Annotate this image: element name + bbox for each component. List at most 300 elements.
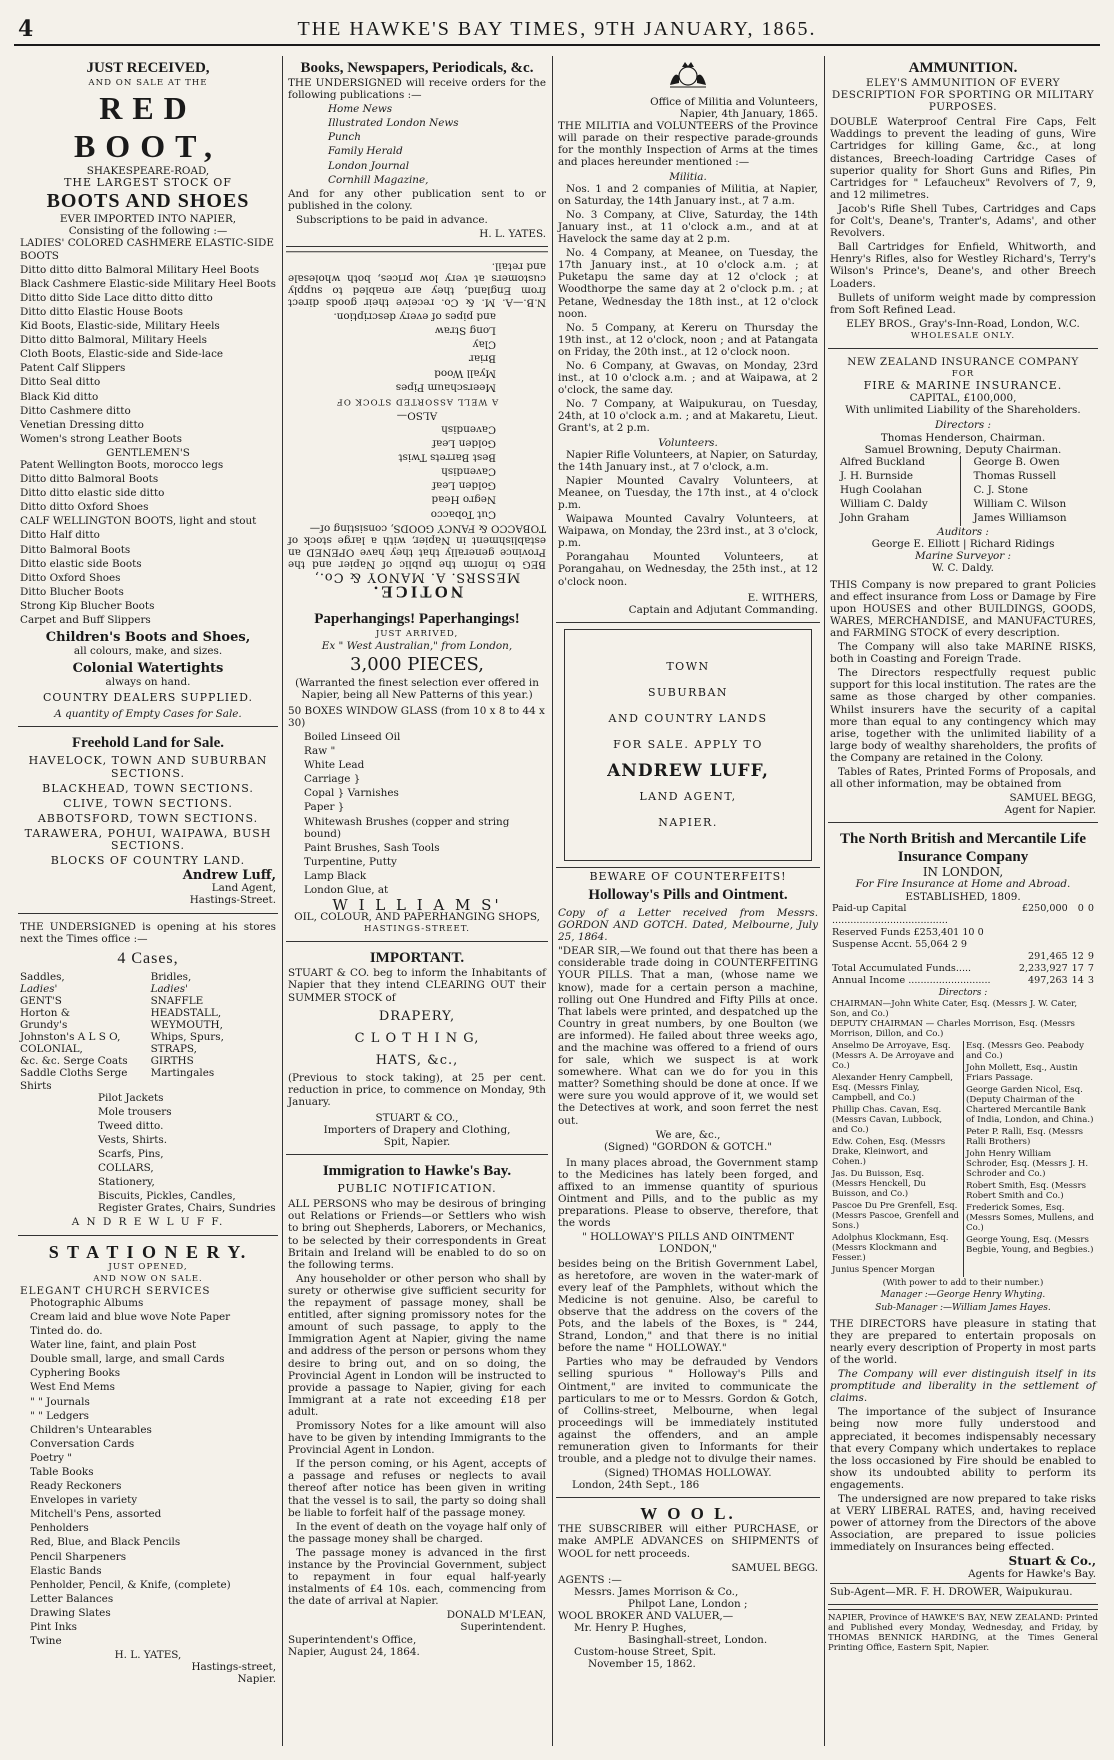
list-item: Penholder, Pencil, & Knife, (complete): [30, 1578, 231, 1591]
grid-cell: Ladies': [150, 982, 188, 995]
ad-line: Custom-house Street, Spit.: [574, 1646, 717, 1659]
list-item: Myall Wood: [434, 366, 496, 379]
list-item: Paper }: [304, 801, 345, 814]
column-3: [556, 56, 820, 1746]
list-item: Elastic Bands: [30, 1564, 102, 1577]
ad-subline: WHOLESALE ONLY.: [910, 330, 1016, 341]
ad-office: Office of Militia and Volunteers,: [650, 96, 818, 108]
list-item: Ditto Half ditto: [20, 529, 100, 542]
list-item: George B. Owen: [973, 455, 1060, 468]
column-4: [828, 56, 1098, 1746]
list-item: John Henry William Schroder, Esq. (Messrs J. H. Schroder and Co.): [966, 1149, 1089, 1180]
ad-subheading: Marine Surveyor :: [915, 550, 1011, 563]
ad-body: (Warranted the finest selection ever offered in Napier, being all New Patterns of this year.): [295, 676, 539, 701]
table-row: [830, 903, 1096, 927]
list-item: Illustrated London News: [328, 117, 459, 130]
list-item: Vests, Shirts.: [98, 1133, 168, 1146]
list-item: Ditto Seal ditto: [20, 376, 101, 389]
list-item: Water line, faint, and plain Post: [30, 1339, 197, 1352]
list-item: John Mollett, Esq., Austin Friars Passage.: [966, 1063, 1078, 1084]
grid-cell: SNAFFLE: [150, 994, 204, 1007]
list-item: Ditto ditto Side Lace ditto ditto ditto: [20, 291, 213, 304]
list-item: Peter P. Ralli, Esq. (Messrs Ralli Brothers): [966, 1127, 1084, 1148]
ad-subheading: Militia.: [669, 170, 707, 183]
ad-paragraph: The Directors respectfully request public support for this local institution. The rates are the same as those charged by other companies. Whilst insurers have the security of a capital more than equal to any contingency which may arise, together with the unlimited liability of a large body of wealthy shareholders, the profits of the Company are retained in the Colony.: [830, 667, 1096, 764]
ad-paragraph: " HOLLOWAY'S PILLS AND OINTMENT LONDON,": [582, 1231, 794, 1256]
grid-cell: GIRTHS: [150, 1055, 194, 1068]
grid-cell: Martingales: [150, 1067, 215, 1080]
list-item: Cavendish: [441, 465, 496, 478]
red-boot-name: RED BOOT,: [73, 90, 223, 165]
list-item: Black Kid ditto: [20, 390, 99, 403]
ad-body: N.B.—A. M. & Co. receive their goods direct from England, they are enabled to supply customers at very low prices, both wholesale and retail.: [288, 260, 546, 309]
list-item: William C. Wilson: [973, 498, 1067, 510]
table-cell: Suspense Accnt. 55,064 2 9: [832, 938, 968, 950]
table-cell: [830, 951, 1017, 963]
list-item: Golden Leaf: [432, 479, 496, 492]
list-item: George Young, Esq. (Messrs Begbie, Young, and Begbies.): [966, 1235, 1094, 1256]
list-item: Ditto Cashmere ditto: [20, 404, 131, 417]
ad-signer: H. L. YATES,: [114, 1649, 182, 1662]
column-rule: [552, 56, 553, 1746]
list-item: Venetian Dressing ditto: [20, 418, 144, 431]
ad-subline: BEWARE OF COUNTERFEITS!: [589, 869, 787, 883]
ad-paragraph: Porangahau Mounted Volunteers, at Porangahau, on Wednesday, the 25th inst., at 12 o'clock noon.: [558, 551, 818, 588]
ad-paragraph: In many places abroad, the Government stamp to the Medicines has lately been forged, and affixed to an immense quantity of spurious Ointment and Pills, and to the public as my preparations. Please to observe, therefore, that the words: [558, 1156, 818, 1230]
ad-signer: SAMUEL BEGG.: [731, 1561, 818, 1574]
ad-line: Thomas Henderson, Chairman.: [880, 431, 1046, 444]
ad-subheading: GENTLEMEN'S: [106, 446, 190, 459]
ad-paragraph: Tables of Rates, Printed Forms of Proposals, and all other information, may be obtained from: [830, 765, 1096, 791]
ad-line: Messrs. James Morrison & Co.,: [574, 1585, 739, 1598]
table-cell: 14: [1071, 975, 1084, 987]
box-line: SUBURBAN: [647, 685, 729, 699]
ad-heading: NOTICE.: [370, 582, 464, 602]
ad-feature: 3,000 PIECES,: [350, 653, 484, 675]
table-cell: [1070, 939, 1086, 951]
ad-body: THE UNDERSIGNED will receive orders for the following publications :—: [288, 77, 546, 102]
table-row: [830, 939, 1096, 951]
grid-cell: GENT'S: [20, 994, 62, 1007]
table-cell: [1017, 939, 1070, 951]
list-item: Best Barrets Twist: [398, 451, 496, 464]
grid-cell: COLONIAL,: [20, 1043, 83, 1056]
list-item: Whitewash Brushes (copper and string bound): [304, 815, 510, 840]
ad-paragraph: Nos. 1 and 2 companies of Militia, at Napier, on Saturday, the 14th January inst., at 7 a.m.: [558, 182, 818, 207]
list-item: Meerschaum Pipes: [395, 381, 496, 394]
list-item: J. H. Burnside: [840, 469, 914, 482]
list-item: Stationery,: [98, 1176, 155, 1189]
table-cell: 497,263: [1027, 975, 1068, 987]
list-item: Poetry ": [30, 1451, 73, 1464]
ad-line: Ex " West Australian," from London,: [321, 640, 513, 653]
grid-cell: Saddle Cloths Serge Shirts: [20, 1067, 128, 1092]
list-item: Patent Wellington Boots, morocco legs: [20, 458, 224, 471]
newspaper-title: THE HAWKE'S BAY TIMES, 9TH JANUARY, 1865.: [297, 18, 817, 40]
ad-signer: STUART & CO.,: [375, 1111, 459, 1124]
table-cell: £250,000: [1021, 902, 1068, 914]
table-cell: Paid-up Capital ......................................: [832, 902, 948, 926]
list-item: Alexander Henry Campbell, Esq. (Messrs Finlay, Campbell, and Co.): [832, 1073, 953, 1104]
ad-date: Napier, August 24, 1864.: [288, 1645, 420, 1658]
list-item: Boiled Linseed Oil: [304, 730, 401, 743]
ad-line: TARAWERA, POHUI, WAIPAWA, BUSH SECTIONS.: [24, 826, 272, 853]
table-cell: 291,465: [1027, 951, 1068, 962]
list-item: Punch: [328, 131, 361, 144]
ad-paragraph: "DEAR SIR,—We found out that there has been a considerable trade doing in COUNTERFEITING YOUR PILLS. That a man, (whose name we know), made for a certain person a machine, rolling out One Hundred and Fifty Pills at once. That labels were printed, and despatched up the Country in great numbers, by one Boulton (we are informed). He failed about three weeks ago, and the machine was offered to a friend of ours for sale, which we suspect is at work somewhere. What can we do for you in this matter? Something should be done at once. If we were sure you would approve of it, we would set the Detectives at work, and soon ferret the nest out.: [558, 945, 818, 1127]
ad-paragraph: The undersigned are now prepared to take risks at VERY LIBERAL RATES, and, having received power of attorney from the Directors of the above Association, are prepared to issue policies immediately on Insurances being effected.: [830, 1492, 1096, 1554]
ad-feature: DRAPERY,: [378, 1008, 456, 1024]
box-line: LAND AGENT,: [639, 789, 737, 803]
column-rule: [282, 56, 283, 1746]
ad-heading: NEW ZEALAND INSURANCE COMPANY: [847, 355, 1079, 368]
list-item: Phillip Chas. Cavan, Esq. (Messrs Cavan, Lubbock, and Co.): [832, 1105, 943, 1136]
ad-line: Basinghall-street, London.: [628, 1634, 768, 1647]
freehold-land-ad: [18, 731, 278, 913]
list-item: and pipes of every description.: [333, 310, 496, 323]
ad-lead: ELEGANT CHURCH SERVICES: [20, 1284, 211, 1297]
ad-signer-role: Agent for Napier.: [1004, 804, 1096, 817]
list-item: Cut Tobacco: [430, 507, 496, 520]
ammunition-ad: [828, 56, 1098, 349]
grid-cell: &c. &c. Serge Coats: [20, 1055, 128, 1068]
printer-imprint: NAPIER, Province of HAWKE'S BAY, NEW ZEALAND: Printed and Published every Monday, Wednesday, and Friday, by THOMAS BENNICK HARDING, at the Times General Printing Office, Eastern Spit, Napier.: [828, 1609, 1098, 1653]
ad-line: Mr. Henry P. Hughes,: [574, 1622, 687, 1635]
ad-signer-address: Spit, Napier.: [383, 1136, 451, 1149]
ad-subline: ELEY'S AMMUNITION OF EVERY DESCRIPTION FOR SPORTING OR MILITARY PURPOSES.: [831, 77, 1095, 114]
ad-subheading: Auditors :: [937, 526, 989, 539]
stationery-ad: [18, 1240, 278, 1692]
list-item: Kid Boots, Elastic-side, Military Heels: [20, 320, 220, 333]
ad-date: Napier, 4th January, 1865.: [679, 108, 818, 121]
table-row: [830, 963, 1096, 975]
table-cell: Annual Income ...........................: [832, 975, 991, 987]
ad-line: Philpot Lane, London ;: [628, 1597, 748, 1610]
capital-table: [830, 903, 1096, 988]
ad-paragraph: The passage money is advanced in the first instance by the Provincial Government, subject to repayment in four equal half-yearly instalments of £4 10s. each, commencing from the date of arrival at Napier.: [288, 1546, 546, 1608]
list-item: Edw. Cohen, Esq. (Messrs Drake, Kleinwort, and Cohen.): [832, 1137, 946, 1168]
box-line: TOWN: [666, 659, 710, 673]
ad-date: November 15, 1862.: [588, 1658, 696, 1671]
ad-signer: Andrew Luff,: [182, 868, 276, 884]
important-ad: [286, 946, 548, 1155]
list-item: Ditto Oxford Shoes: [20, 571, 121, 584]
ad-line: ABBOTSFORD, TOWN SECTIONS.: [37, 811, 259, 825]
ad-signer-role: Captain and Adjutant Commanding.: [628, 603, 818, 616]
ad-signer: (Signed) THOMAS HOLLOWAY.: [604, 1467, 772, 1480]
list-item: Raw ": [304, 745, 336, 758]
ad-body: Copy of a Letter received from Messrs. GORDON AND GOTCH. Dated, Melbourne, July 25, 1864.: [558, 906, 818, 944]
stationery-list: [20, 1297, 276, 1647]
list-item: Adolphus Klockmann, Esq. (Messrs Klockmann and Fesser.): [832, 1233, 949, 1264]
ad-paragraph: No. 6 Company, at Gwavas, on Monday, 23rd inst., at 10 o'clock a.m. ; and at Waipawa, at 2 o'clock, the same day.: [558, 359, 818, 397]
list-item: Cornhill Magazine,: [328, 173, 429, 186]
ad-feature: HATS, &c.,: [375, 1052, 459, 1068]
list-item: Clay: [472, 338, 496, 351]
list-item: Envelopes in variety: [30, 1494, 138, 1507]
list-item: Ditto ditto Balmoral Boots: [20, 473, 159, 486]
list-item: Tinted do. do.: [30, 1325, 103, 1338]
ad-office: Superintendent's Office,: [288, 1633, 417, 1646]
ad-line: all colours, make, and sizes.: [73, 645, 223, 658]
ad-feature: BOOTS AND SHOES: [46, 190, 250, 213]
manoy-notice-upside-down: [286, 251, 548, 603]
ad-line: FIRE & MARINE INSURANCE.: [863, 379, 1063, 393]
ad-signer-role: Land Agent,: [211, 882, 276, 895]
list-item: ALSO—: [396, 409, 438, 422]
ad-paragraph: Jacob's Rifle Shell Tubes, Cartridges and Caps for Colt's, Deane's, Tranter's, Adams', and other Revolvers.: [830, 202, 1096, 240]
ad-line: WOOL BROKER AND VALUER,—: [558, 1610, 734, 1622]
masthead: [14, 14, 1100, 46]
ad-signer: SAMUEL BEGG,: [1009, 792, 1096, 805]
grid-cell: Grundy's: [20, 1019, 68, 1032]
ad-lead: 50 BOXES WINDOW GLASS (from 10 x 8 to 44 x 30): [288, 704, 545, 729]
table-cell: 0: [1077, 902, 1084, 914]
table-cell: 9: [1087, 951, 1094, 962]
ad-line: CHAIRMAN—John White Cater, Esq. (Messrs J. W. Cater, Son, and Co.): [830, 999, 1078, 1020]
nz-insurance-ad: [828, 353, 1098, 823]
ad-line: COUNTRY DEALERS SUPPLIED.: [42, 691, 254, 705]
ad-paragraph: No. 4 Company, at Meanee, on Tuesday, the 17th January inst., at 10 o'clock a.m. ; at Puketapu the same day at 12 o'clock ; at Woodthorpe the same day at 2 o'clock p.m. ; at Petane, Wednesday the 18th inst., at 12 o'clock noon.: [558, 247, 818, 320]
box-name: ANDREW LUFF,: [607, 760, 769, 781]
list-item: Strong Kip Blucher Boots: [20, 599, 155, 612]
ad-subline: FOR: [951, 369, 975, 380]
ad-line: BLACKHEAD, TOWN SECTIONS.: [42, 781, 254, 795]
ad-heading: Freehold Land for Sale.: [72, 735, 224, 752]
table-cell: 0: [1087, 902, 1094, 914]
boots-list-2: [20, 459, 276, 626]
ad-subline: HASTINGS-STREET.: [363, 924, 471, 935]
list-item: Ditto ditto ditto Balmoral Military Heel Boots: [20, 263, 260, 276]
list-item: Double small, large, and small Cards: [30, 1353, 225, 1366]
immigration-ad: [286, 1159, 548, 1664]
ad-line: HAVELOCK, TOWN AND SUBURBAN SECTIONS.: [28, 754, 268, 780]
box-line: NAPIER.: [658, 815, 718, 829]
saddlery-list: [20, 1092, 276, 1215]
ad-line: Samuel Browning, Deputy Chairman.: [864, 443, 1062, 456]
ad-subheading: Directors :: [934, 419, 992, 432]
list-item: " " Ledgers: [30, 1409, 89, 1422]
ad-subheading: Directors :: [938, 988, 988, 999]
ad-signer: (Signed) "GORDON & GOTCH.": [603, 1140, 773, 1153]
nz-directors: [830, 456, 1096, 526]
list-item: Esq. (Messrs Geo. Peabody and Co.): [966, 1041, 1085, 1062]
list-item: Golden Leaf: [432, 437, 496, 450]
ad-body: THE MILITIA and VOLUNTEERS of the Province will parade on their respective parade-grounds for the monthly Inspection of Arms at the times and places hereunder mentioned :—: [558, 120, 818, 169]
list-item: Paint Brushes, Sash Tools: [304, 841, 440, 854]
militia-notice: [556, 56, 820, 623]
ad-firm: W I L L I A M S': [332, 896, 502, 915]
ad-subline: JUST ARRIVED,: [375, 629, 459, 640]
list-item: Ready Reckoners: [30, 1480, 122, 1493]
ad-paragraph: Promissory Notes for a like amount will also have to be given by intending Immigrants to the Provincial Agent in London.: [288, 1419, 546, 1457]
ad-subline: AND NOW ON SALE.: [93, 1273, 203, 1284]
box-line: FOR SALE. APPLY TO: [613, 737, 763, 751]
list-item: Red, Blue, and Black Pencils: [30, 1536, 181, 1549]
list-item: Letter Balances: [30, 1592, 114, 1605]
ad-subheading: Children's Boots and Shoes,: [45, 630, 251, 646]
list-item: Photographic Albums: [30, 1296, 144, 1309]
list-item: Ditto ditto Oxford Shoes: [20, 501, 149, 514]
ad-line: We are, &c.,: [655, 1128, 721, 1141]
ad-line: A quantity of Empty Cases for Sale.: [54, 708, 242, 721]
list-item: Pencil Sharpeners: [30, 1550, 127, 1563]
ad-heading: Holloway's Pills and Ointment.: [588, 886, 788, 903]
ad-line: CLIVE, TOWN SECTIONS.: [63, 796, 233, 810]
ad-paragraph: THIS Company is now prepared to grant Policies and effect insurance from Loss or Damage by Fire upon HOUSES and other BUILDINGS, GOODS, WARES, MERCHANDISE, and MANUFACTURES, and FARMING STOCK of every description.: [830, 578, 1096, 639]
ad-line: Manager :—George Henry Whyting.: [880, 1290, 1046, 1301]
ad-line: (With power to add to their number.): [882, 1278, 1044, 1289]
list-item: Pint Inks: [30, 1621, 77, 1633]
ad-paragraph: No. 5 Company, at Kereru on Thursday the 19th inst., at 12 o'clock, noon ; and at Patangata on Friday, the 20th inst., at 12 o'clock noon.: [558, 321, 818, 358]
table-row: [830, 927, 1096, 939]
luff-lands-box: [564, 629, 812, 861]
table-cell: 12: [1071, 951, 1084, 962]
ad-signer: A N D R E W L U F F.: [71, 1216, 225, 1229]
ad-paragraph: Any householder or other person who shall by surety or otherwise give sufficient security for the repayment of passage money, shall be entitled, after signing promissory notes for the amount of such passage, to apply to the Immigration Agent at Napier, giving the name and address of the person or persons whom they desire to bring out, and on so doing, the Provincial Agent in London will be instructed to provide a passage to Napier, giving for each Immigrant at a rate not exceeding £18 per adult.: [288, 1272, 546, 1418]
grid-cell: Ladies': [20, 982, 58, 995]
column-1: [18, 56, 278, 1746]
list-item: Tweed ditto.: [98, 1119, 164, 1132]
list-item: Cavendish: [441, 423, 496, 436]
list-item: Children's Untearables: [30, 1423, 152, 1436]
list-item: Anselmo De Arroyave, Esq. (Messrs A. De Arroyave and Co.): [832, 1041, 955, 1072]
books-ad: [286, 56, 548, 247]
table-cell: 3: [1087, 975, 1094, 987]
ad-paragraph: The Company will also take MARINE RISKS, both in Coasting and Foreign Trade.: [830, 641, 1096, 666]
paperhangings-ad: [286, 607, 548, 942]
list-item: London Glue, at: [304, 883, 389, 896]
ad-line: OIL, COLOUR, AND PAPERHANGING SHOPS,: [294, 911, 540, 924]
list-item: James Williamson: [973, 512, 1067, 525]
north-british-directors: [830, 1041, 1096, 1277]
table-cell: 7: [1087, 963, 1094, 975]
list-item: C. J. Stone: [973, 483, 1029, 496]
list-item: Women's strong Leather Boots: [20, 432, 182, 445]
list-item: Ditto Blucher Boots: [20, 585, 124, 598]
table-row: [830, 951, 1096, 963]
ad-paragraph: No. 7 Company, at Waipukurau, on Tuesday, 24th, at 10 o'clock a.m. ; and at Makaretu, Lieut. Grant's, at 2 p.m.: [558, 398, 818, 435]
list-item: Cyphering Books: [30, 1367, 121, 1380]
page-number: 4: [18, 16, 34, 42]
list-item: Cloth Boots, Elastic-side and Side-lace: [20, 348, 224, 361]
ad-heading: W O O L.: [640, 1504, 736, 1524]
grid-cell: STRAPS,: [150, 1043, 197, 1056]
ad-heading: AMMUNITION.: [908, 60, 1018, 76]
ad-paragraph: No. 3 Company, at Clive, Saturday, the 14th January inst., at 11 o'clock a.m., and at at Havelock the same day at 2 p.m.: [558, 208, 818, 246]
ad-paragraph: ALL PERSONS who may be desirous of bringing out Relations or Friends—or Settlers who wish to bring out Shepherds, Laborers, or Mechanics, to be selected by their correspondents in Great Britain and Ireland will be enabled to do so on the following terms.: [288, 1198, 546, 1271]
column-2: [286, 56, 548, 1746]
ad-paragraph: THE DIRECTORS have pleasure in stating that they are prepared to entertain proposals on nearly every description of Property in most parts of the world.: [830, 1317, 1096, 1366]
list-item: Copal } Varnishes: [304, 787, 399, 800]
ad-firm: MESSRS. A. MANOY & Co.,: [313, 569, 521, 585]
list-item: CALF WELLINGTON BOOTS, light and stout: [20, 515, 257, 528]
ad-heading: S T A T I O N E R Y.: [48, 1241, 248, 1262]
saddlery-ad: [18, 918, 278, 1236]
ad-subheading: AGENTS :—: [558, 1573, 622, 1586]
wool-ad: [556, 1502, 820, 1676]
list-item: Twine: [30, 1635, 62, 1648]
ad-body: STUART & CO. beg to inform the Inhabitants of Napier that they intend CLEARING OUT their SUMMER STOCK of: [288, 967, 546, 1004]
royal-crest-icon: [558, 59, 818, 96]
tobacco-list: [288, 311, 546, 520]
ad-signer-address: Hastings-Street.: [189, 894, 276, 907]
list-item: John Graham: [840, 512, 910, 525]
list-item: Family Herald: [328, 145, 403, 158]
ad-signer-address: Hastings-street,: [191, 1661, 276, 1674]
list-item: Ditto Balmoral Boots: [20, 543, 131, 556]
list-item: Thomas Russell: [973, 469, 1057, 482]
grid-cell: HEADSTALL,: [150, 1006, 222, 1019]
ad-line: Consisting of the following :—: [68, 225, 228, 238]
ad-heading: JUST RECEIVED,: [86, 60, 210, 76]
grid-cell: WEYMOUTH,: [150, 1019, 223, 1032]
ad-line: ESTABLISHED, 1809.: [905, 890, 1021, 903]
ad-line: IN LONDON,: [922, 865, 1004, 880]
list-item: Biscuits, Pickles, Candles, Register Grates, Chairs, Sundries: [98, 1190, 276, 1215]
ad-body: And for any other publication sent to or published in the colony.: [288, 187, 546, 212]
list-item: Carpet and Buff Slippers: [20, 614, 151, 626]
ad-feature: 4 Cases,: [117, 949, 179, 967]
paint-list: [288, 731, 546, 896]
list-item: London Journal: [328, 159, 410, 172]
ad-body: BEG to inform the public of Napier and the Province generally that they have OPENED an establishment in Napier, with a large stock of TOBACCO & FANCY GOODS, consisting of—: [288, 522, 546, 571]
table-cell: [1017, 927, 1070, 939]
ad-line: Sub-Agent—MR. F. H. DROWER, Waipukurau.: [830, 1583, 1096, 1598]
ad-paragraph: Napier Mounted Cavalry Volunteers, at Meanee, on Tuesday, the 17th inst., at 4 o'clock p.m.: [558, 474, 818, 511]
ad-paragraph: Parties who may be defrauded by Vendors selling spurious " Holloway's Pills and Ointment," are invited to communicate the particulars to me or to Messrs. Gordon & Gotch, of Collins-street, Melbourne, when legal proceedings will be immediately instituted against the offenders, and an ample remuneration given to Informants for their trouble, and a pledge not to divulge their names.: [558, 1356, 818, 1466]
ad-heading: The North British and Mercantile Life Insurance Company: [840, 831, 1086, 866]
ad-line: DEPUTY CHAIRMAN — Charles Morrison, Esq. (Messrs Morrison, Dillon, and Co.): [830, 1019, 1075, 1040]
ad-subheading: Volunteers.: [658, 436, 718, 449]
table-cell: [1070, 927, 1086, 939]
list-item: Long Straw: [434, 324, 496, 337]
list-item: Black Cashmere Elastic-side Military Heel Boots: [20, 277, 276, 290]
list-item: Turpentine, Putty: [304, 855, 397, 868]
list-item: Jas. Du Buisson, Esq. (Messrs Henckell, Du Buisson, and Co.): [832, 1169, 926, 1200]
list-item: Ditto ditto Balmoral, Military Heels: [20, 334, 207, 347]
list-item: Frederick Somes, Esq. (Messrs Somes, Mullens, and Co.): [966, 1203, 1094, 1234]
list-item: Scarfs, Pins,: [98, 1148, 164, 1160]
ad-signer-role: Importers of Drapery and Clothing,: [323, 1124, 511, 1136]
ad-signer: E. WITHERS,: [747, 591, 818, 604]
ad-paragraph: DOUBLE Waterproof Central Fire Caps, Felt Waddings to prevent the leading of guns, Wire Cartridges for killing Game, &c., at long distances, Breech-loading Cartridge Cases of superior quality for Short Guns and Rifles, Pin Cartridges for " Lefaucheux" Revolvers of 7, 9, and 12 milimetres.: [830, 116, 1096, 201]
list-item: Junius Spencer Morgan: [832, 1265, 935, 1276]
list-item: West End Mems: [30, 1381, 115, 1394]
ad-paragraph: In the event of death on the voyage half only of the passage money shall be charged.: [288, 1520, 546, 1545]
list-item: Negro Head: [431, 493, 496, 506]
ad-subline: JUST OPENED,: [108, 1261, 188, 1272]
ad-subline: AND ON SALE AT THE: [88, 78, 208, 88]
list-item: Patent Calf Slippers: [20, 362, 126, 375]
ad-line: W. C. Daldy.: [932, 562, 994, 575]
ad-heading: Books, Newspapers, Periodicals, &c.: [300, 60, 534, 76]
list-item: White Lead: [304, 759, 365, 772]
list-item: Ditto elastic side Boots: [20, 557, 142, 570]
list-item: Table Books: [30, 1465, 94, 1478]
north-british-ad: [828, 827, 1098, 1604]
table-cell: 17: [1071, 963, 1084, 975]
list-item: Briar: [468, 352, 496, 365]
grid-cell: Horton &: [20, 1006, 70, 1019]
ad-signer-role: Agents for Hawke's Bay.: [968, 1567, 1096, 1580]
list-item: Cream laid and blue wove Note Paper: [30, 1310, 231, 1323]
ad-signer: H. L. YATES.: [479, 228, 546, 241]
list-item: Pascoe Du Pre Grenfell, Esq. (Messrs Pascoe, Grenfell and Sons.): [832, 1201, 960, 1232]
grid-cell: Bridles,: [150, 970, 192, 983]
list-item: Hugh Coolahan: [840, 483, 922, 496]
ad-signer-address: Napier.: [237, 1673, 276, 1686]
